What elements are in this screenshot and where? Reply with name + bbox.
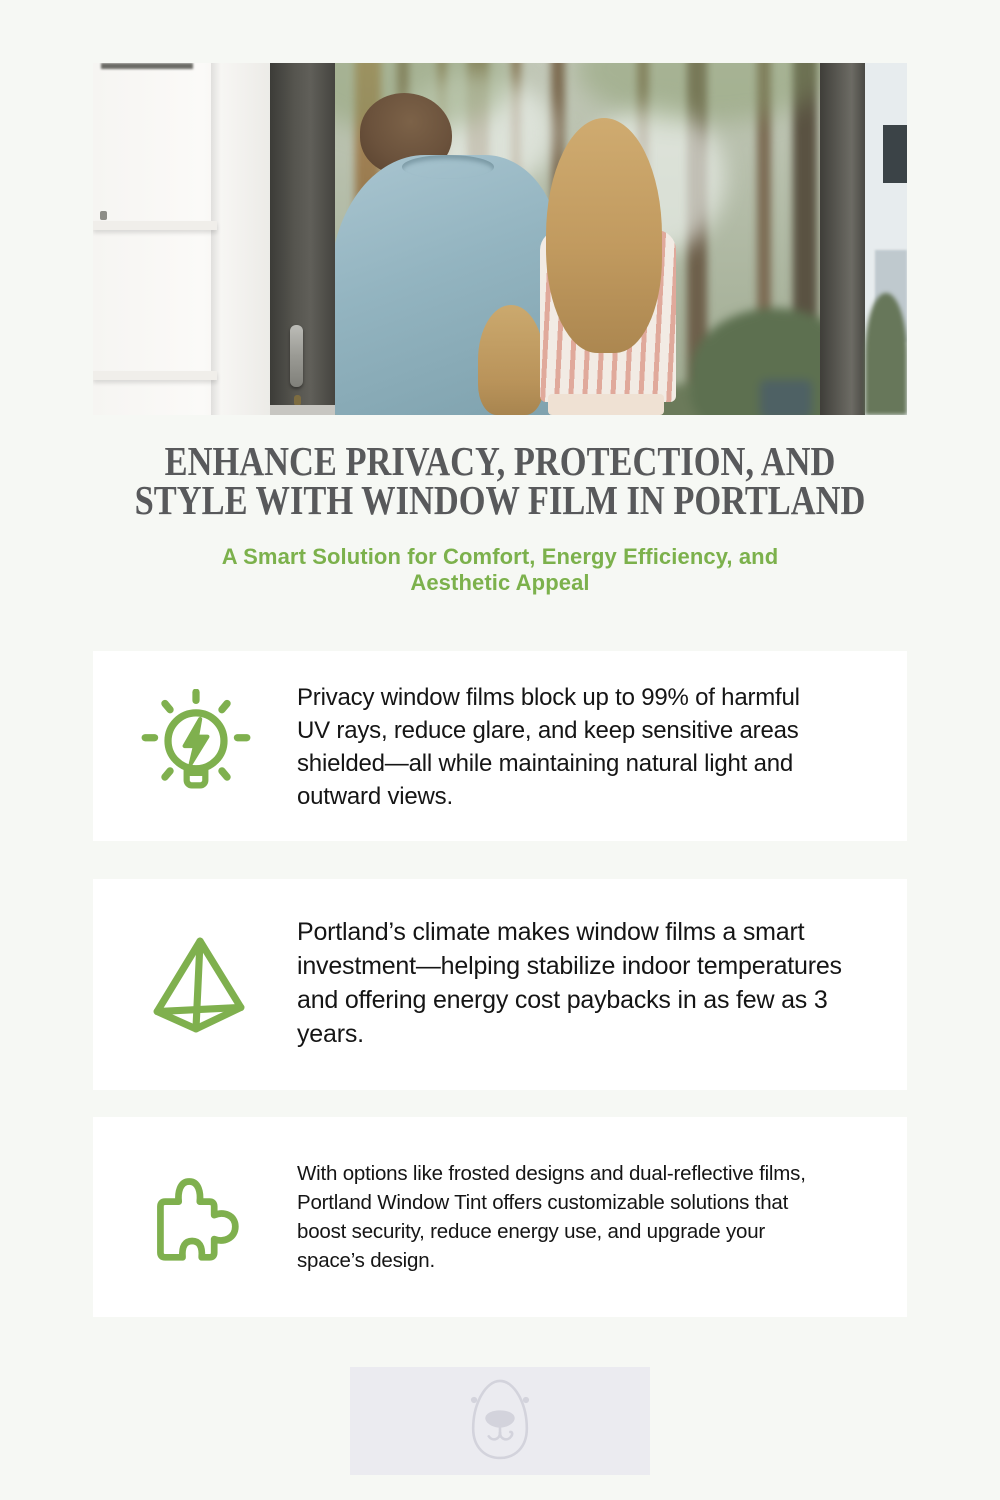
woman-figure: [540, 118, 676, 415]
page-subtitle: [70, 544, 930, 596]
pyramid-prism-icon: [147, 933, 249, 1037]
child-figure: [478, 305, 544, 415]
feature-card-energy-savings: [93, 879, 907, 1090]
brand-footer: [350, 1367, 650, 1475]
neighbor-house: [865, 63, 907, 415]
window-door-frame: [270, 63, 335, 405]
house-window: [883, 125, 907, 183]
headline-line1: ENHANCE PRIVACY, PROTECTION, AND: [164, 438, 836, 484]
card-text: Privacy window films block up to 99% of harmful UV rays, reduce glare, and keep sensitive areas shielded—all while maintaining natural light and outward views.: [297, 684, 800, 810]
puzzle-piece-icon: [147, 1167, 243, 1267]
hero-photo: [93, 63, 907, 415]
card-text: Portland’s climate makes window films a smart investment—helping stabilize indoor temperatures and offering energy cost paybacks in as few as 3 years.: [297, 918, 842, 1048]
door-handle: [290, 325, 303, 387]
white-shelf: [93, 63, 270, 415]
card-text: With options like frosted designs and dual-reflective films, Portland Window Tint offers customizable solutions that boost security, reduce energy use, and upgrade your space’s design.: [297, 1162, 806, 1272]
lightbulb-energy-icon: [139, 689, 253, 803]
subtitle-line2: Aesthetic Appeal: [410, 570, 590, 595]
woman-hair: [546, 118, 662, 353]
window-mullion: [820, 63, 865, 415]
subtitle-line1: A Smart Solution for Comfort, Energy Efficiency, and: [221, 544, 779, 569]
bear-logo-icon: [448, 1374, 552, 1469]
planter-pot: [760, 380, 812, 415]
feature-card-uv-protection: [93, 651, 907, 841]
woman-pants: [548, 394, 664, 415]
feature-card-custom-options: [93, 1117, 907, 1317]
page-title: [80, 438, 920, 523]
headline-line2: STYLE WITH WINDOW FILM IN PORTLAND: [134, 477, 866, 523]
